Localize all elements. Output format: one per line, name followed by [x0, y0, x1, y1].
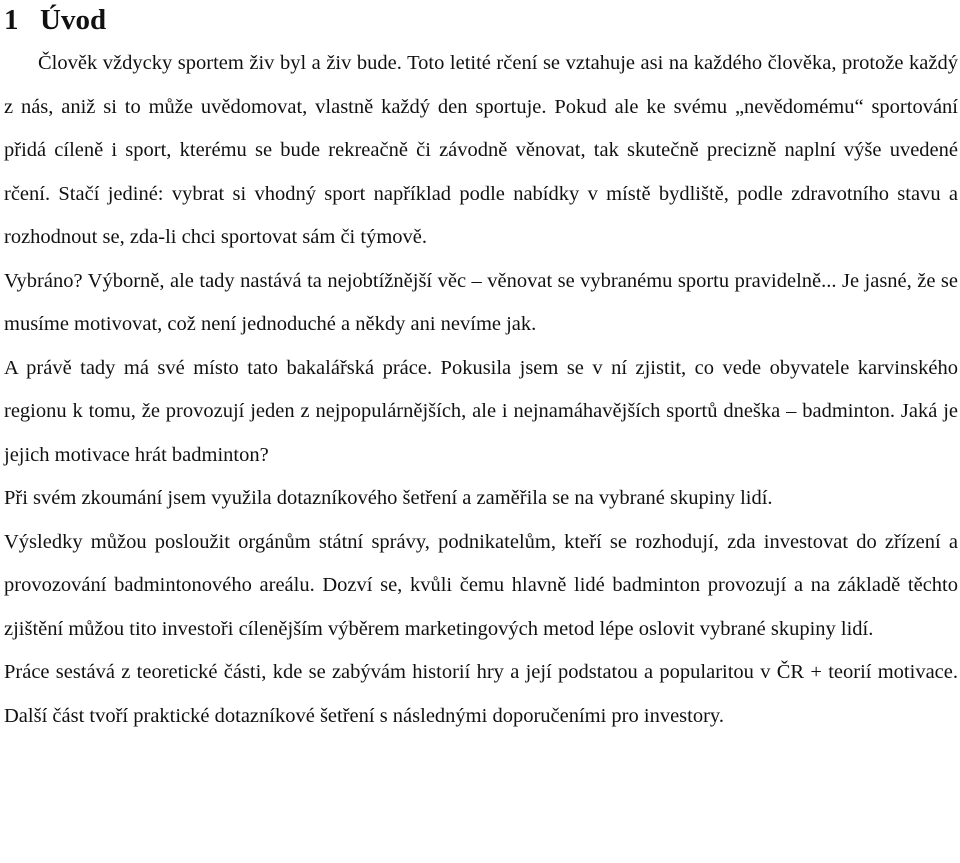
section-heading	[4, 0, 958, 42]
body-text	[4, 42, 958, 738]
paragraph-method: Při svém zkoumání jsem využila dotazníkového šetření a zaměřila se na vybrané skupiny lidí.	[4, 487, 773, 509]
paragraph-structure: Práce sestává z teoretické části, kde se zabývám historií hry a její podstatou a popularitou v ČR + teorií motivace. Další část tvoří praktické dotazníkové šetření s následnými doporučeními pro investory.	[4, 661, 958, 727]
paragraph-intro: Člověk vždycky sportem živ byl a živ bude. Toto letité rčení se vztahuje asi na každého člověka, protože každý z nás, aniž si to může uvědomovat, vlastně každý den sportuje. Pokud ale ke svému „nevědomému“ sportování přidá cíleně i sport, kterému se bude rekreačně či závodně věnovat, tak skutečně precizně naplní výše uvedené rčení. Stačí jediné: vybrat si vhodný sport například podle nabídky v místě bydliště, podle zdravotního stavu a rozhodnout se, zda-li chci sportovat sám či týmově.	[4, 52, 958, 248]
paragraph-motivation: Vybráno? Výborně, ale tady nastává ta nejobtížnější věc – věnovat se vybranému sportu pravidelně... Je jasné, že se musíme motivovat, což není jednoduché a někdy ani nevíme jak.	[4, 269, 958, 335]
paragraph-results-use: Výsledky můžou posloužit orgánům státní správy, podnikatelům, kteří se rozhodují, zda investovat do zřízení a provozování badmintonového areálu. Dozví se, kvůli čemu hlavně lidé badminton provozují a na základě těchto zjištění můžou tito investoři cílenějším výběrem marketingových metod lépe oslovit vybrané skupiny lidí.	[4, 530, 958, 640]
section-number: 1	[4, 4, 19, 36]
section-title: Úvod	[40, 4, 107, 36]
paragraph-thesis-purpose: A právě tady má své místo tato bakalářská práce. Pokusila jsem se v ní zjistit, co vede obyvatele karvinského regionu k tomu, že provozují jeden z nejpopulárnějších, ale i nejnamáhavějších sportů dneška – badminton. Jaká je jejich motivace hrát badminton?	[4, 356, 958, 466]
